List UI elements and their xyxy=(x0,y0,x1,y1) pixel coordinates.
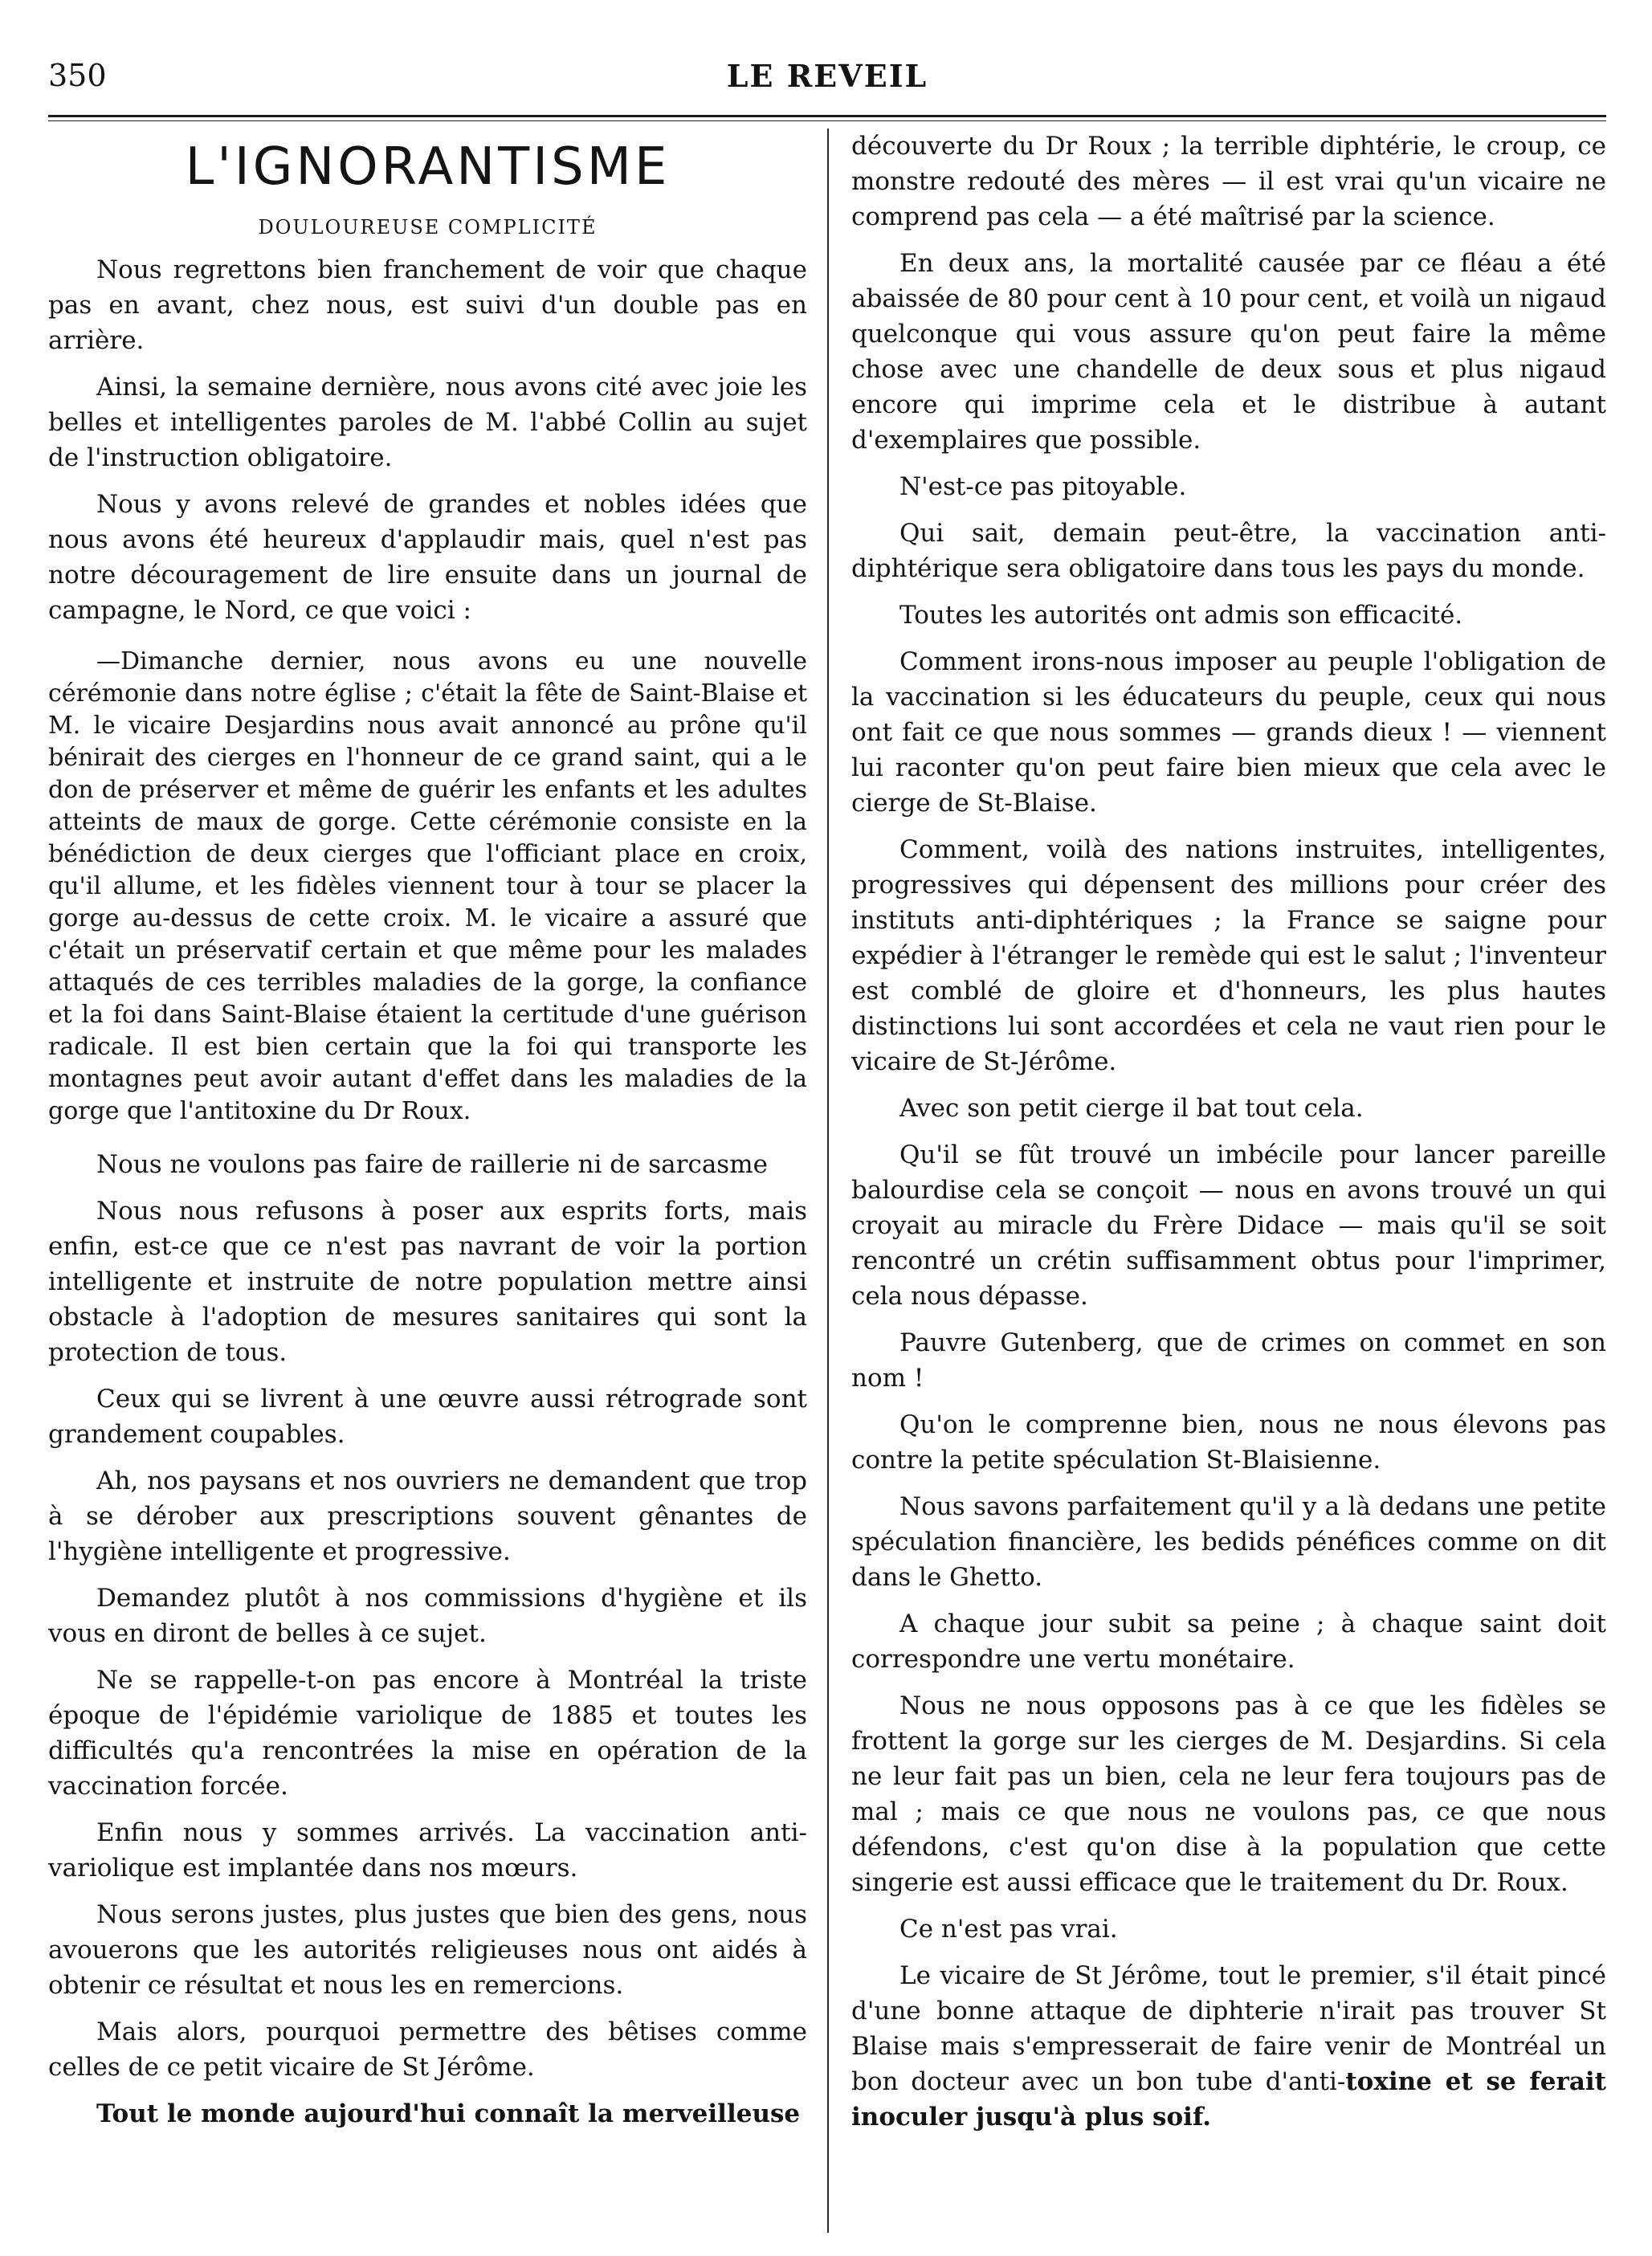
paragraph: N'est-ce pas pitoyable. xyxy=(899,472,1187,501)
paragraph: Tout le monde aujourd'hui connaît la merveilleuse xyxy=(96,2099,801,2128)
paragraph: Mais alors, pourquoi permettre des bêtises comme celles de ce petit vicaire de St Jérôme. xyxy=(48,2017,807,2082)
paragraph: Comment, voilà des nations instruites, intelligentes, progressives qui dépensent des millions pour créer des instituts anti-diphtériques ; la France se saigne pour expédier à l'étranger le remède qui est le salut ; l'inventeur est comblé de gloire et d'honneurs, les plus hautes distinctions lui sont accordées et cela ne vaut rien pour le vicaire de St-Jérôme. xyxy=(851,835,1606,1076)
left-column xyxy=(48,129,807,2143)
paragraph: Ceux qui se livrent à une œuvre aussi rétrograde sont grandement coupables. xyxy=(48,1385,807,1449)
final-paragraph-ending: toxine et se ferait inoculer jusqu'à plus soif. xyxy=(851,2067,1607,2132)
paragraph: En deux ans, la mortalité causée par ce fléau a été abaissée de 80 pour cent à 10 pour cent, et voilà un nigaud quelconque qui vous assure qu'on peut faire la même chose avec une chandelle de deux sous et plus nigaud encore qui imprime cela et le distribue à autant d'exemplaires que possible. xyxy=(851,249,1606,455)
final-paragraph xyxy=(851,1958,1606,2135)
final-paragraph-text: Le vicaire de St Jérôme, tout le premier, s'il était pincé d'une bonne attaque de diphterie n'irait pas trouver St Blaise mais s'empresserait de faire venir de Montréal un bon docteur avec un bon tube d'anti- xyxy=(851,1961,1606,2096)
paragraph: A chaque jour subit sa peine ; à chaque saint doit correspondre une vertu monétaire. xyxy=(851,1609,1606,1674)
right-column xyxy=(851,129,1606,2146)
paragraph: Enfin nous y sommes arrivés. La vaccination anti-variolique est implantée dans nos mœurs. xyxy=(48,1818,807,1883)
paragraph: Demandez plutôt à nos commissions d'hygiène et ils vous en diront de belles à ce sujet. xyxy=(48,1584,807,1648)
paragraph: Nous nous refusons à poser aux esprits forts, mais enfin, est-ce que ce n'est pas navrant de voir la portion intelligente et instruite de notre population mettre ainsi obstacle à l'adoption de mesures sanitaires qui sont la protection de tous. xyxy=(48,1197,807,1367)
paragraph: Pauvre Gutenberg, que de crimes on commet en son nom ! xyxy=(851,1328,1606,1393)
paragraph: Ne se rappelle-t-on pas encore à Montréal la triste époque de l'épidémie variolique de 1885 et toutes les difficultés qu'a rencontrées la mise en opération de la vaccination forcée. xyxy=(48,1666,807,1801)
paragraph: Comment irons-nous imposer au peuple l'obligation de la vaccination si les éducateurs du peuple, ceux qui nous ont fait ce que nous sommes — grands dieux ! — viennent lui raconter qu'on peut faire bien mieux que cela avec le cierge de St-Blaise. xyxy=(851,647,1606,818)
article-title: L'IGNORANTISME xyxy=(185,137,671,197)
paragraph: Nous ne nous opposons pas à ce que les fidèles se frottent la gorge sur les cierges de M. Desjardins. Si cela ne leur fait pas un bien, cela ne leur fera toujours pas de mal ; mais ce que nous ne voulons pas, ce que nous défendons, c'est qu'on dise à la population que cette singerie est aussi efficace que le traitement du Dr. Roux. xyxy=(851,1691,1606,1897)
paragraph: Nous ne voulons pas faire de raillerie ni de sarcasme xyxy=(96,1150,768,1179)
page-number: 350 xyxy=(48,58,107,93)
page-header xyxy=(48,58,1606,106)
paragraph: Nous y avons relevé de grandes et nobles idées que nous avons été heureux d'applaudir mais, quel n'est pas notre découragement de lire ensuite dans un journal de campagne, le Nord, ce que voici : xyxy=(48,490,807,625)
paragraph: Nous serons justes, plus justes que bien des gens, nous avouerons que les autorités religieuses nous ont aidés à obtenir ce résultat et nous les en remercions. xyxy=(48,1900,807,2000)
paragraph: Qu'il se fût trouvé un imbécile pour lancer pareille balourdise cela se conçoit — nous en avons trouvé un qui croyait au miracle du Frère Didace — mais qu'il se soit rencontré un crétin suffisamment obtus pour l'imprimer, cela nous dépasse. xyxy=(851,1140,1606,1311)
paragraph: Qui sait, demain peut-être, la vaccination anti-diphtérique sera obligatoire dans tous les pays du monde. xyxy=(851,519,1606,583)
header-rule-thin xyxy=(48,120,1606,121)
paragraph: Ah, nos paysans et nos ouvriers ne demandent que trop à se dérober aux prescriptions souvent gênantes de l'hygiène intelligente et progressive. xyxy=(48,1467,807,1566)
quoted-excerpt: —Dimanche dernier, nous avons eu une nouvelle cérémonie dans notre église ; c'était la fête de Saint-Blaise et M. le vicaire Desjardins nous avait annoncé au prône qu'il bénirait des cierges en l'honneur de ce grand saint, qui a le don de préserver et même de guérir les enfants et les adultes atteints de maux de gorge. Cette cérémonie consiste en la bénédiction de deux cierges que l'officiant place en croix, qu'il allume, et les fidèles viennent tour à tour se placer la gorge au-dessus de cette croix. M. le vicaire a assuré que c'était un préservatif certain et que même pour les malades attaqués de ces terribles maladies de la gorge, la confiance et la foi dans Saint-Blaise étaient la certitude d'une guérison radicale. Il est bien certain que la foi qui transporte les montagnes peut avoir autant d'effet dans les maladies de la gorge que l'antitoxine du Dr Roux. xyxy=(48,647,807,1125)
paragraph: Avec son petit cierge il bat tout cela. xyxy=(899,1094,1364,1123)
header-rule xyxy=(48,115,1606,117)
paragraph: Nous regrettons bien franchement de voir que chaque pas en avant, chez nous, est suivi d'un double pas en arrière. xyxy=(48,255,807,355)
paragraph: Nous savons parfaitement qu'il y a là dedans une petite spéculation financière, les bedids pénéfices comme on dit dans le Ghetto. xyxy=(851,1492,1606,1592)
paragraph: Ce n'est pas vrai. xyxy=(899,1915,1118,1944)
paragraph: Toutes les autorités ont admis son efficacité. xyxy=(899,601,1463,630)
column-divider xyxy=(827,129,829,2233)
paragraph: Ainsi, la semaine dernière, nous avons cité avec joie les belles et intelligentes paroles de M. l'abbé Collin au sujet de l'instruction obligatoire. xyxy=(48,373,807,472)
paragraph: Qu'on le comprenne bien, nous ne nous élevons pas contre la petite spéculation St-Blaisienne. xyxy=(851,1410,1606,1475)
running-title: LE REVEIL xyxy=(726,58,928,94)
paragraph: découverte du Dr Roux ; la terrible diphtérie, le croup, ce monstre redouté des mères — il est vrai qu'un vicaire ne comprend pas cela — a été maîtrisé par la science. xyxy=(851,132,1606,231)
article-subtitle: DOULOUREUSE COMPLICITÉ xyxy=(258,216,598,239)
